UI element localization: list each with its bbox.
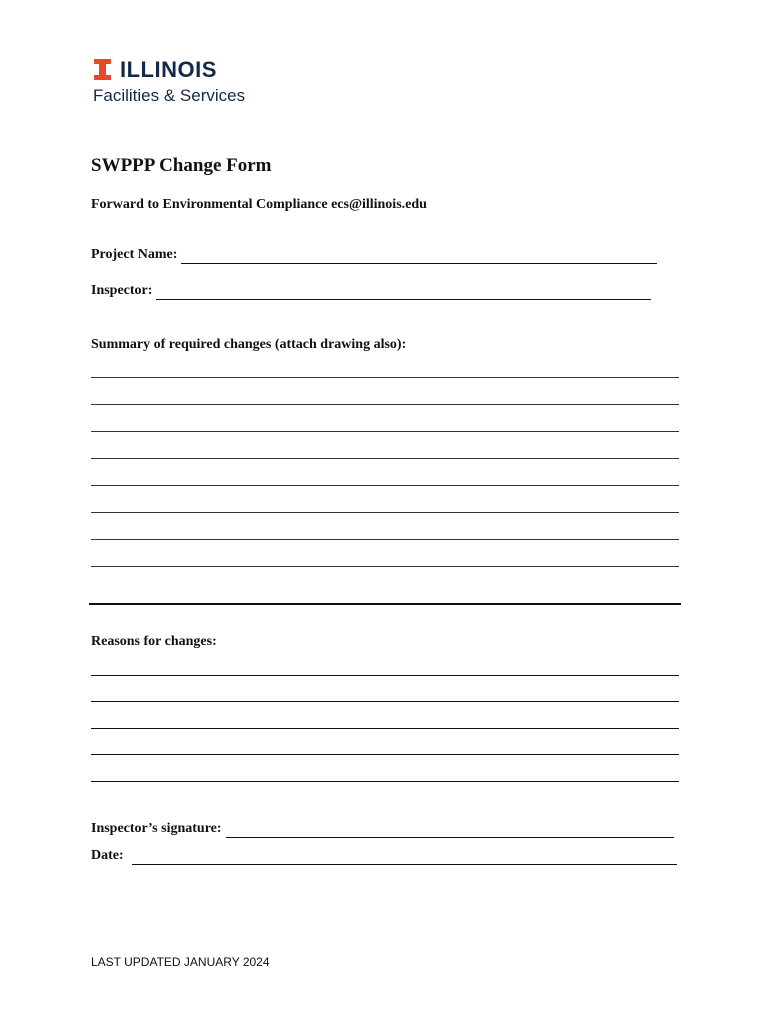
project-name-field[interactable] (91, 246, 657, 264)
summary-line-3[interactable] (91, 431, 679, 432)
date-label: Date: (91, 848, 124, 863)
reasons-label: Reasons for changes: (91, 634, 217, 649)
summary-line-6[interactable] (91, 512, 679, 513)
block-i-icon (94, 59, 111, 80)
summary-line-2[interactable] (91, 404, 679, 405)
last-updated-footer: LAST UPDATED JANUARY 2024 (91, 955, 270, 969)
reasons-line-4[interactable] (91, 754, 679, 755)
date-field[interactable] (91, 847, 677, 865)
inspector-label: Inspector: (91, 283, 153, 298)
signature-label: Inspector’s signature: (91, 821, 222, 836)
summary-line-1[interactable] (91, 377, 679, 378)
reasons-line-5[interactable] (91, 781, 679, 782)
forward-instruction: Forward to Environmental Compliance ecs@illinois.edu (91, 197, 427, 212)
inspector-input-line[interactable] (156, 287, 651, 300)
page-title: SWPPP Change Form (91, 155, 272, 176)
illinois-wordmark: ILLINOIS (120, 57, 217, 82)
section-divider (89, 603, 681, 605)
summary-line-7[interactable] (91, 539, 679, 540)
reasons-line-2[interactable] (91, 701, 679, 702)
signature-input-line[interactable] (226, 825, 674, 838)
summary-line-5[interactable] (91, 485, 679, 486)
date-input-line[interactable] (132, 852, 677, 865)
summary-line-8[interactable] (91, 566, 679, 567)
project-name-input-line[interactable] (181, 251, 657, 264)
summary-line-4[interactable] (91, 458, 679, 459)
summary-label: Summary of required changes (attach drawing also): (91, 337, 407, 352)
inspector-field[interactable] (91, 282, 651, 300)
signature-field[interactable] (91, 820, 674, 838)
reasons-line-1[interactable] (91, 675, 679, 676)
project-name-label: Project Name: (91, 247, 178, 262)
facilities-services-label: Facilities & Services (93, 86, 246, 105)
reasons-line-3[interactable] (91, 728, 679, 729)
